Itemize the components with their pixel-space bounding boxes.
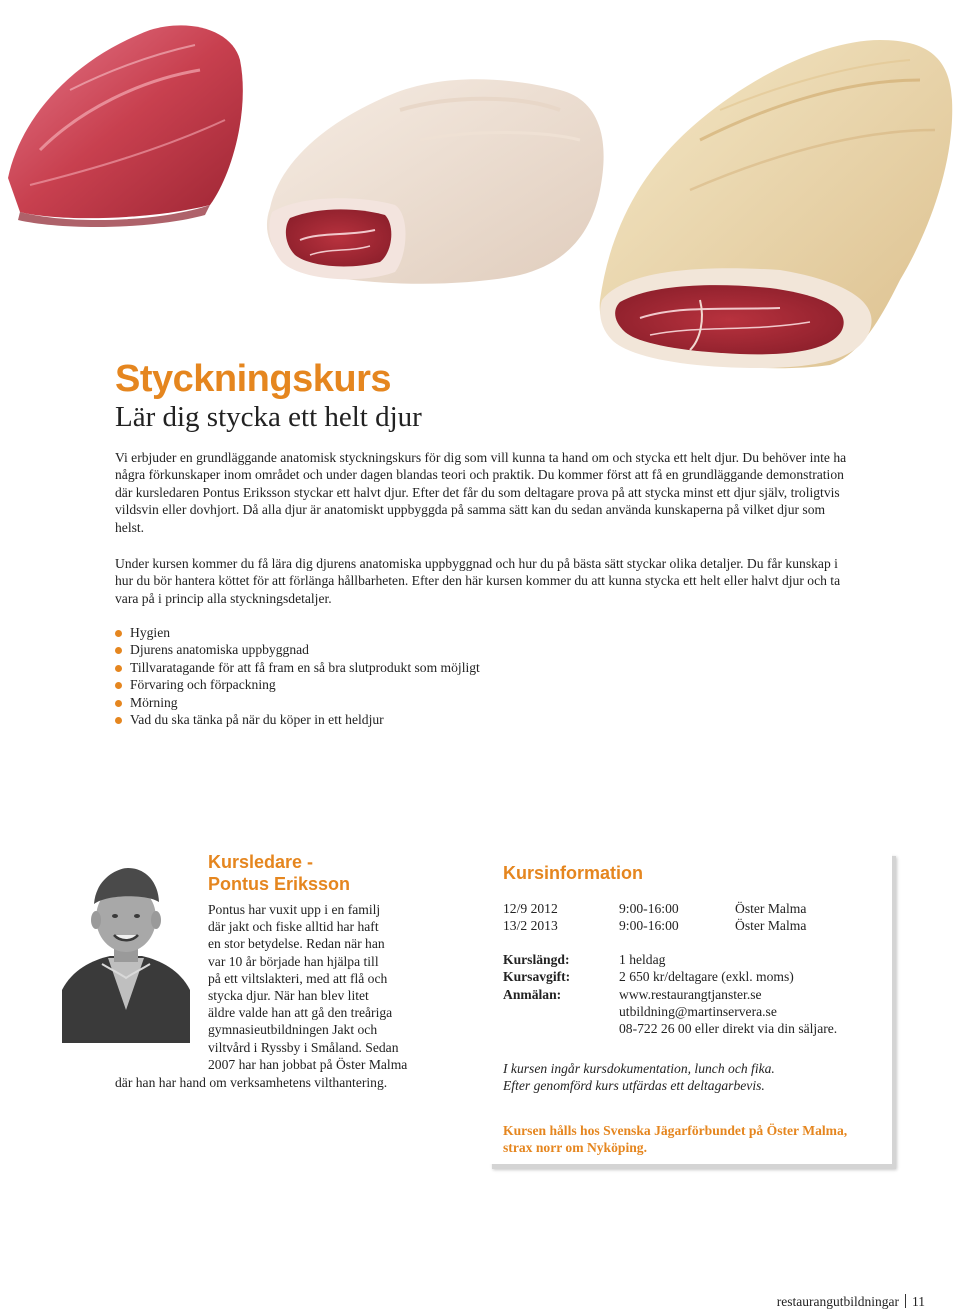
page-subtitle: Lär dig stycka ett helt djur [115,401,422,433]
page-title: Styckningskurs [115,358,391,400]
bullet-icon [115,630,122,637]
signup-website-link[interactable]: www.restaurangtjanster.se [619,987,762,1002]
included-note: I kursen ingår kursdokumentation, lunch och fika. [503,1061,775,1076]
bullet-icon [115,717,122,724]
intro-paragraph-2: Under kursen kommer du få lära dig djurens anatomiska uppbyggnad och hur du på bästa sätt styckar olika detaljer. Du får kunskap i hur du bör hantera köttet för att förlänga hållbarheten. Efter den här kursen kommer du att kunna stycka ett helt eller halvt djur och ta vara på i princip alla styckningsdetaljer. [115,556,841,606]
signup-phone: 08-722 26 00 eller direkt via din säljare. [619,1021,838,1036]
instructor-portrait [62,860,190,1043]
session-date: 12/9 2012 [503,901,558,916]
course-info-title: Kursinformation [503,863,644,883]
list-item: Hygien [115,624,480,641]
signup-label: Anmälan: [503,987,562,1002]
instructor-title: Kursledare - Pontus Eriksson [208,852,351,894]
meat-cuts-photo [0,0,960,370]
instructor-bio: Pontus har vuxit upp i en familj där jakt och fiske alltid har haft en stor betydelse. Redan när han var 10 år började han hjälpa till på ett viltslakteri, med att flå och stycka djur. När han blev litet äldre valde han att gå den treåriga gymnasieutbildningen Jakt och viltvård i Ryssby i Småland. Sedan 2007 har han jobbat på Öster Malma [208,902,408,1072]
certificate-note: Efter genomförd kurs utfärdas ett deltagarbevis. [503,1078,765,1093]
footer-section: restaurangutbildningar [776,1294,899,1309]
list-item: Förvaring och förpackning [115,676,480,693]
list-item: Tillvaratagande för att få fram en så bra slutprodukt som möjligt [115,659,480,676]
course-fee-value: 2 650 kr/deltagare (exkl. moms) [619,969,794,984]
intro-paragraph-1: Vi erbjuder en grundläggande anatomisk styckningskurs för dig som vill kunna ta hand om och stycka ett helt djur. Du behöver inte ha några förkunskaper inom området och under dagen blandas teori och praktik. Du kommer först att få en grundläggande demonstration där kursledaren Pontus Eriksson styckar ett halvt djur. Efter det får du som deltagare prova på att stycka minst ett djur själv, troligtvis vildsvin eller dovhjort. Då alla djur är anatomiskt uppbyggda på samma sätt kan du sedan använda kunskaperna på vilket djur som helst. [115,450,847,535]
course-length-value: 1 heldag [619,952,666,967]
session-date: 13/2 2013 [503,918,558,933]
topic-list [115,624,480,728]
session-time: 9:00-16:00 [619,901,679,916]
page-footer [777,1294,925,1310]
session-place: Öster Malma [735,901,807,916]
list-item: Vad du ska tänka på när du köper in ett heldjur [115,711,480,728]
page-number: 11 [912,1294,925,1309]
bullet-icon [115,665,122,672]
signup-email-link[interactable]: utbildning@martinservera.se [619,1004,777,1019]
bullet-icon [115,682,122,689]
bullet-icon [115,647,122,654]
session-place: Öster Malma [735,918,807,933]
course-length-label: Kurslängd: [503,952,570,967]
course-fee-label: Kursavgift: [503,969,571,984]
instructor-bio-last-line: där han har hand om verksamhetens vilthantering. [115,1075,388,1090]
bullet-icon [115,700,122,707]
footer-divider [905,1294,906,1308]
location-note: Kursen hålls hos Svenska Jägarförbundet på Öster Malma, [503,1123,848,1138]
location-note-2: strax norr om Nyköping. [503,1140,648,1155]
list-item: Djurens anatomiska uppbyggnad [115,641,480,658]
session-time: 9:00-16:00 [619,918,679,933]
course-info-box [488,851,892,1164]
list-item: Mörning [115,694,480,711]
